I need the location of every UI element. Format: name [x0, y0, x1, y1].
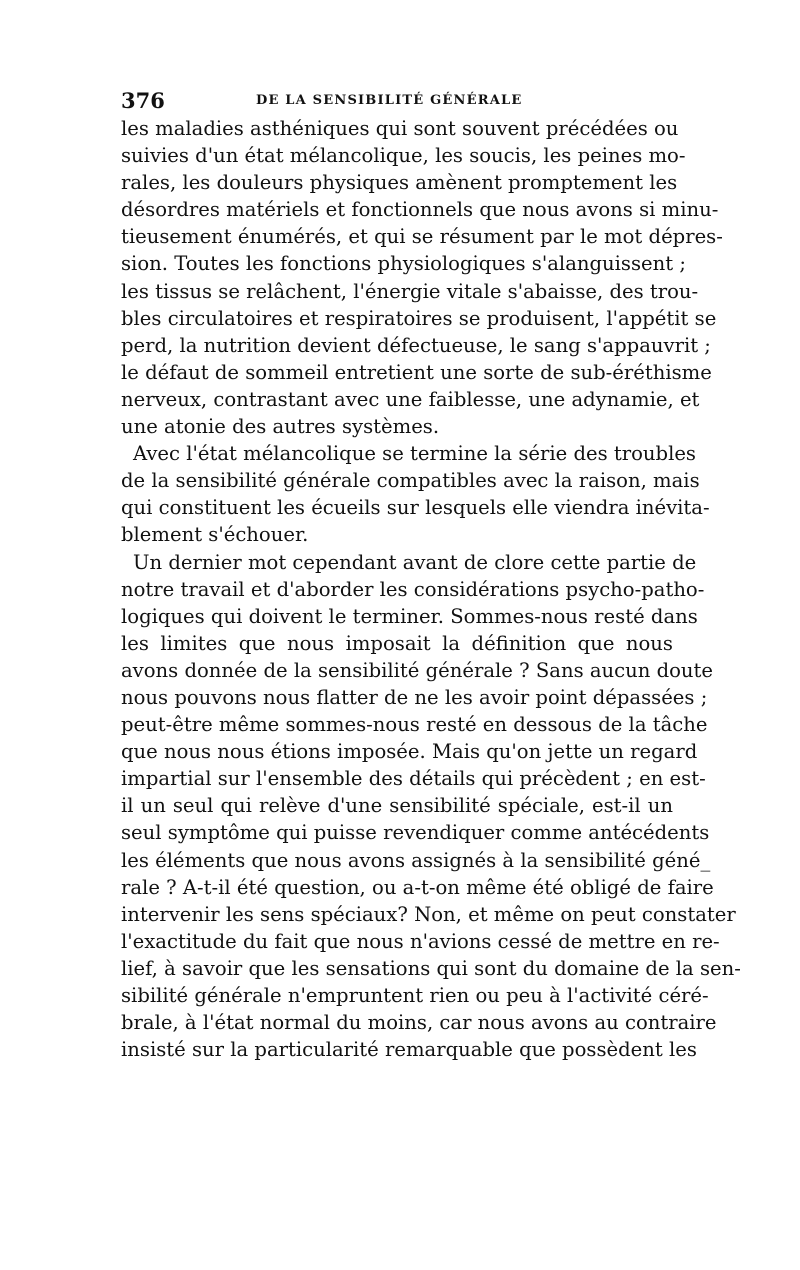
text-line: les maladies asthéniques qui sont souvent précédées ou	[121, 117, 679, 140]
text-line: qui constituent les écueils sur lesquels elle viendra inévita-	[121, 496, 710, 520]
text-line: les limites que nous imposait la définition que nous	[121, 631, 673, 655]
text-line: brale, à l'état normal du moins, car nous avons au contraire	[121, 1011, 717, 1035]
page-number: 376	[121, 88, 165, 113]
paragraph-3	[121, 549, 741, 1064]
text-line: que nous nous étions imposée. Mais qu'on jette un regard	[121, 740, 698, 764]
text-line: les tissus se relâchent, l'énergie vitale s'abaisse, des trou-	[121, 279, 699, 303]
text-line: suivies d'un état mélancolique, les soucis, les peines mo-	[121, 144, 686, 168]
text-line: logiques qui doivent le terminer. Sommes-nous resté dans	[121, 604, 698, 628]
text-line: tieusement énumérés, et qui se résument par le mot dépres-	[121, 225, 723, 249]
text-line: de la sensibilité générale compatibles avec la raison, mais	[121, 469, 700, 493]
paragraph-2	[121, 440, 710, 548]
text-line: notre travail et d'aborder les considérations psycho-patho-	[121, 577, 705, 601]
paragraph-1	[121, 115, 723, 440]
text-line: nous pouvons nous flatter de ne les avoir point dépassées ;	[121, 685, 708, 709]
running-head	[121, 88, 673, 122]
text-line: l'exactitude du fait que nous n'avions cessé de mettre en re-	[121, 929, 720, 953]
body-text	[121, 115, 741, 1063]
text-line: Avec l'état mélancolique se termine la série des troubles	[133, 442, 696, 466]
text-line: intervenir les sens spéciaux? Non, et même on peut constater	[121, 902, 736, 926]
text-line: il un seul qui relève d'une sensibilité spéciale, est-il un	[121, 794, 673, 818]
text-line: seul symptôme qui puisse revendiquer comme antécédents	[121, 821, 710, 845]
text-line: insisté sur la particularité remarquable que possèdent les	[121, 1038, 697, 1062]
text-line: avons donnée de la sensibilité générale ? Sans aucun doute	[121, 658, 714, 682]
text-line: sibilité générale n'empruntent rien ou peu à l'activité céré-	[121, 984, 709, 1007]
text-line: nerveux, contrastant avec une faiblesse, une adynamie, et	[121, 387, 700, 411]
book-page	[121, 88, 741, 1063]
running-title: DE LA SENSIBILITÉ GÉNÉRALE	[256, 93, 523, 108]
text-line: impartial sur l'ensemble des détails qui précèdent ; en est-	[121, 767, 706, 791]
text-line: une atonie des autres systèmes.	[121, 415, 440, 439]
text-line: peut-être même sommes-nous resté en dessous de la tâche	[121, 713, 708, 737]
text-line: sion. Toutes les fonctions physiologiques s'alanguissent ;	[121, 252, 686, 276]
text-line: blement s'échouer.	[121, 523, 309, 547]
text-line: lief, à savoir que les sensations qui sont du domaine de la sen-	[121, 956, 741, 980]
text-line: bles circulatoires et respiratoires se produisent, l'appétit se	[121, 306, 717, 330]
text-line: rales, les douleurs physiques amènent promptement les	[121, 171, 678, 195]
text-line: Un dernier mot cependant avant de clore cette partie de	[133, 550, 697, 574]
text-line: rale ? A-t-il été question, ou a-t-on même été obligé de faire	[121, 875, 714, 899]
text-line: désordres matériels et fonctionnels que nous avons si minu-	[121, 198, 719, 222]
text-line: le défaut de sommeil entretient une sorte de sub-éréthisme	[121, 360, 712, 384]
text-line: perd, la nutrition devient défectueuse, le sang s'appauvrit ;	[121, 333, 711, 357]
text-line: les éléments que nous avons assignés à la sensibilité géné_	[121, 848, 711, 872]
